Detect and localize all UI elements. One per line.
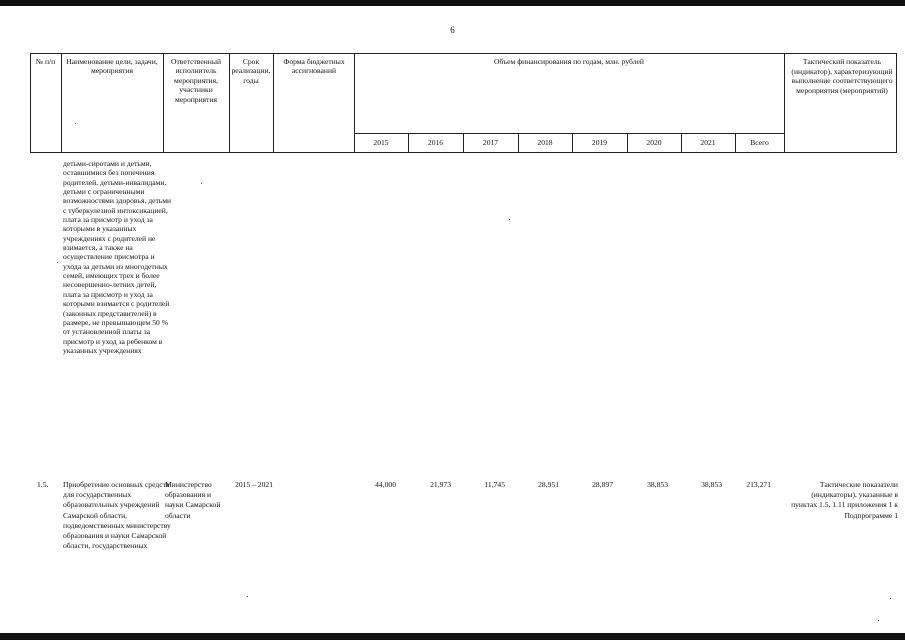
- row-1-5-value-2015: 44,000: [375, 480, 396, 489]
- row-1-5-name: Приобретение основных средств для государственных образовательных учреждений Самарской области, подведомственных министерству образования и науки Самарской области, государственных: [63, 480, 171, 551]
- row-1-5-value-2019: 28,897: [592, 480, 613, 489]
- scan-speck: [247, 596, 248, 597]
- years-row-top-border: [354, 133, 784, 134]
- page-number: 6: [450, 25, 455, 35]
- scan-speck: [890, 598, 891, 599]
- header-name: Наименование цели, задачи, мероприятия: [66, 57, 158, 76]
- row-1-5-executor: Министерство образования и науки Самарской области: [165, 480, 221, 520]
- year-2020: 2020: [646, 138, 662, 147]
- row-1-5-indicator: Тактические показатели (индикаторы), указанные в пунктах 1.5, 1.11 приложения 1 к Подпрограмме 1: [791, 480, 898, 520]
- header-financing: Объем финансирования по годам, млн. рублей: [494, 57, 644, 66]
- table-top-border: [30, 53, 897, 54]
- row-1-5-value-2021: 38,853: [701, 480, 722, 489]
- header-form: Форма бюджетных ассигнований: [283, 57, 345, 76]
- row-1-5-num: 1.5.: [37, 480, 49, 489]
- header-indicator: Тактический показатель (индикатор), характеризующий выполнение соответствующего мероприятия (мероприятий): [791, 57, 893, 95]
- row-1-5-value-total: 213,271: [746, 480, 771, 489]
- row-1-5-term: 2015 – 2021: [235, 480, 273, 489]
- year-2021: 2021: [700, 138, 716, 147]
- year-total: Всего: [750, 138, 769, 147]
- header-executor: Ответственный исполнитель мероприятия, участники мероприятия: [170, 57, 222, 104]
- header-num: № п/п: [35, 57, 56, 66]
- row-1-5-value-2020: 38,853: [647, 480, 668, 489]
- col-border-indicator: [784, 53, 785, 153]
- row-1-5-value-2016: 21,973: [430, 480, 451, 489]
- top-scan-border: [0, 0, 905, 6]
- header-term: Срок реализации, годы: [231, 57, 271, 85]
- scan-speck: [878, 620, 879, 621]
- row-1-5-value-2017: 11,745: [484, 480, 505, 489]
- col-border-0: [30, 53, 31, 153]
- scan-speck: [57, 262, 58, 263]
- col-border-1: [61, 53, 62, 153]
- scan-speck: [201, 183, 202, 184]
- bottom-scan-border: [0, 633, 905, 640]
- scan-speck: [75, 123, 76, 124]
- row-1-5-value-2018: 28,951: [538, 480, 559, 489]
- year-2016: 2016: [427, 138, 444, 147]
- scan-speck: [509, 219, 510, 220]
- year-2018: 2018: [537, 138, 553, 147]
- year-2019: 2019: [591, 138, 608, 147]
- year-2015: 2015: [373, 138, 389, 147]
- continuation-text: детьми-сиротами и детьми, оставшимися без попечения родителей, детьми-инвалидами, детьми с ограниченными возможностями здоровья, детьми с туберкулезной интоксикацией, плата за присмотр и уход за которыми в указанных учреждениях с родителей не взимается, а также на осуществление присмотра и ухода за детьми из многодетных семей, имеющих трех и более несовершенно-летних детей, плата за присмотр и уход за которыми взимается с родителей (законных представителей) в размере, не превышающем 50 % от установленной платы за присмотр и уход за ребенком в указанных учреждениях: [63, 159, 172, 355]
- year-2017: 2017: [482, 138, 499, 147]
